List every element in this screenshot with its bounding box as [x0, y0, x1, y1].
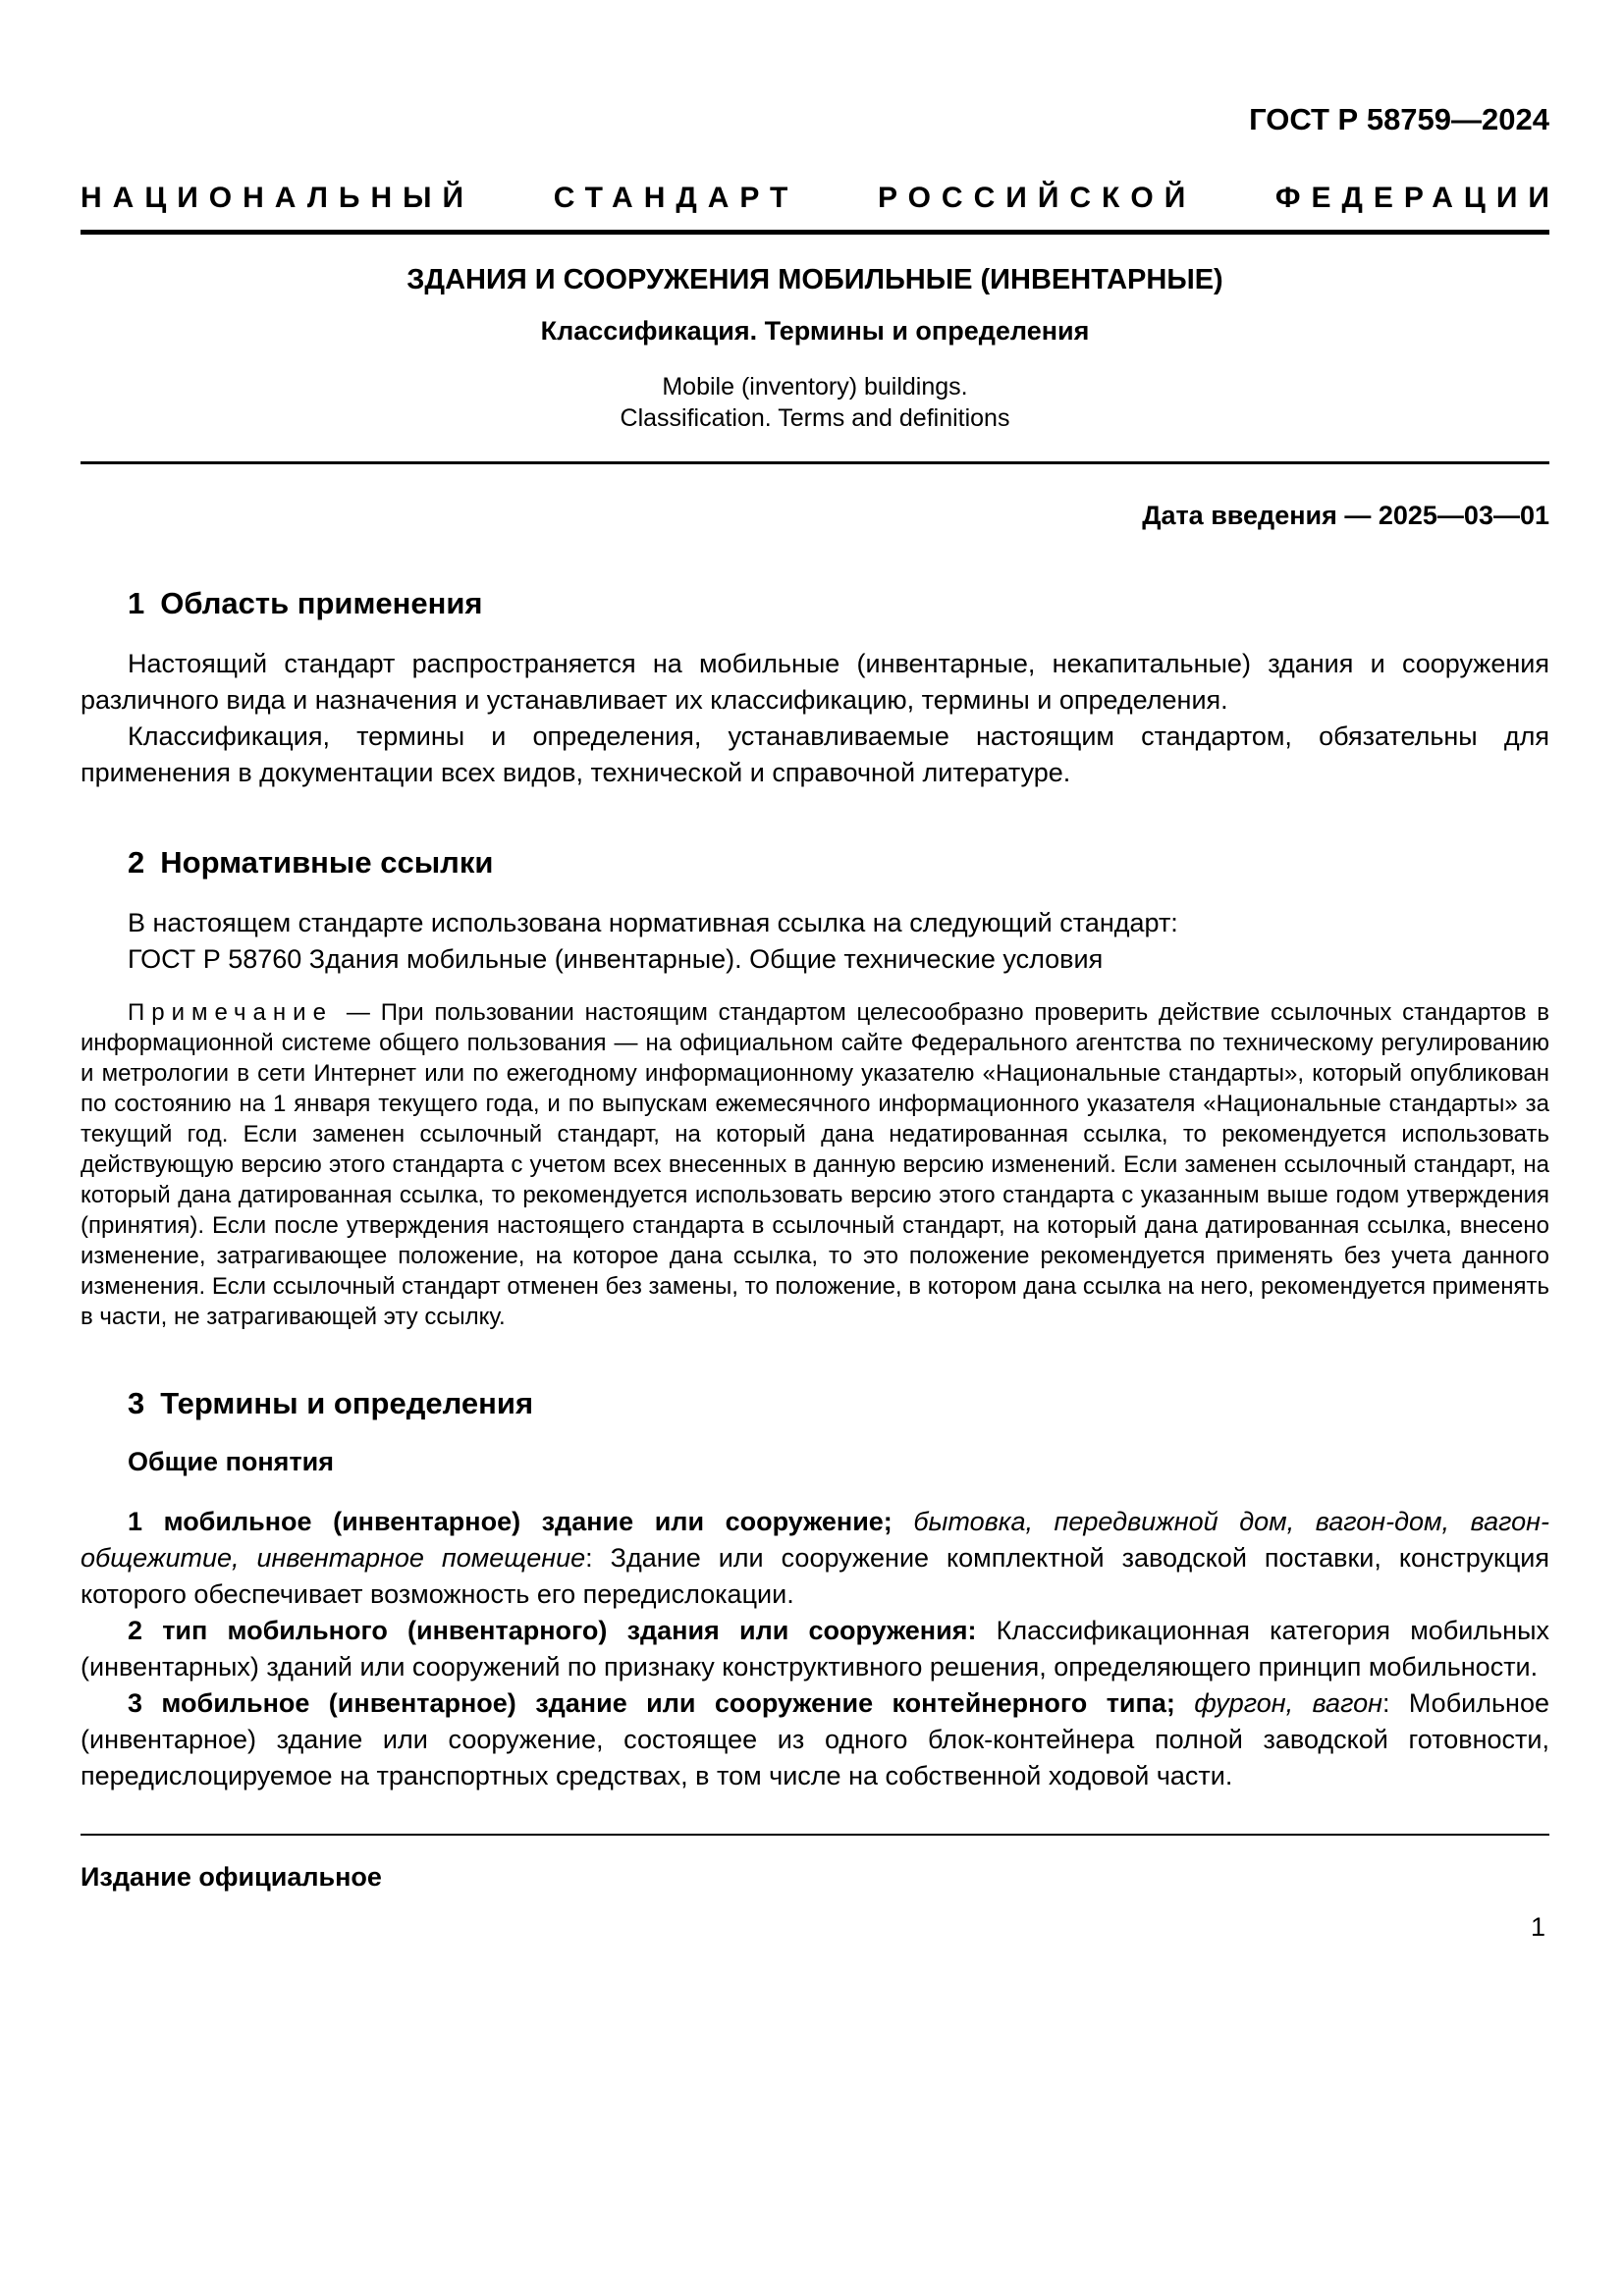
document-title-en — [81, 371, 1549, 434]
standard-type-heading — [81, 181, 1560, 216]
footer-divider — [81, 1834, 1549, 1836]
edition-label: Издание официальное — [81, 1862, 382, 1892]
divider-thick — [81, 230, 1549, 235]
title-en-line1: Mobile (inventory) buildings. — [662, 373, 968, 400]
term-definition-2 — [81, 1613, 1549, 1685]
referenced-standard: ГОСТ Р 58760 Здания мобильные (инвентарные). Общие технические условия — [128, 944, 1104, 974]
section-3-number: 3 — [128, 1386, 145, 1420]
term-definition-1 — [81, 1504, 1549, 1613]
term-definition-3 — [81, 1685, 1549, 1794]
standard-word: СТАНДАРТ — [553, 182, 799, 214]
section-2-number: 2 — [128, 845, 145, 880]
section-1-heading — [81, 585, 1549, 622]
note-paragraph — [81, 997, 1549, 1332]
title-en-line2: Classification. Terms and definitions — [620, 404, 1010, 432]
standard-word: РОССИЙСКОЙ — [877, 182, 1197, 214]
page-number: 1 — [1530, 1912, 1545, 1942]
effective-date: Дата введения — 2025—03—01 — [1142, 501, 1549, 530]
note-text: — При пользовании настоящим стандартом целесообразно проверить действие ссылочных стандартов в информационной системе общего пользования — на официальном сайте Федерального агентства по техническому регулированию и метрологии в сети Интернет или по ежегодному информационному указателю «Национальные стандарты», который опубликован по состоянию на 1 января текущего года, и по выпускам ежемесячного информационного указателя «Национальные стандарты» за текущий год. Если заменен ссылочный стандарт, на который дана недатированная ссылка, то рекомендуется использовать действующую версию этого стандарта с учетом всех внесенных в данную версию изменений. Если заменен ссылочный стандарт, на который дана датированная ссылка, то рекомендуется использовать версию этого стандарта с указанным выше годом утверждения (принятия). Если после утверждения настоящего стандарта в ссылочный стандарт, на который дана датированная ссылка, внесено изменение, затрагивающее положение, на которое дана ссылка, то это положение рекомендуется применять без учета данного изменения. Если ссылочный стандарт отменен без замены, то положение, в котором дана ссылка на него, рекомендуется применять в части, не затрагивающей эту ссылку. — [81, 999, 1549, 1330]
standard-word: НАЦИОНАЛЬНЫЙ — [81, 182, 475, 214]
document-title: ЗДАНИЯ И СООРУЖЕНИЯ МОБИЛЬНЫЕ (ИНВЕНТАРНЫЕ) — [406, 264, 1223, 295]
section-1-paragraph: Классификация, термины и определения, устанавливаемые настоящим стандартом, обязательны для применения в документации всех видов, технической и справочной литературе. — [81, 721, 1549, 787]
section-1-number: 1 — [128, 586, 145, 620]
term-3-synonyms: фургон, вагон — [1174, 1688, 1382, 1718]
terms-group-subheading: Общие понятия — [128, 1447, 335, 1476]
term-1-text: : Здание или сооружение комплектной заводской поставки, конструкция которого обеспечивает возможность его передислокации. — [81, 1543, 1549, 1609]
section-2-title: Нормативные ссылки — [160, 845, 494, 880]
section-1-paragraph: Настоящий стандарт распространяется на мобильные (инвентарные, некапитальные) здания и сооружения различного вида и назначения и устанавливает их классификацию, термины и определения. — [81, 649, 1549, 715]
term-3-name: 3 мобильное (инвентарное) здание или сооружение контейнерного типа; — [128, 1688, 1175, 1718]
section-1-title: Область применения — [160, 586, 483, 620]
term-3-text: : Мобильное (инвентарное) здание или сооружение, состоящее из одного блок-контейнера полной заводской готовности, передислоцируемое на транспортных средствах, в том числе на собственной ходовой части. — [81, 1688, 1550, 1790]
section-3-heading — [81, 1385, 1549, 1422]
term-1-synonyms: бытовка, передвижной дом, вагон-дом, вагон-общежитие, инвентарное помещение — [81, 1507, 1550, 1573]
note-label: Примечание — [128, 999, 333, 1026]
standard-word: ФЕДЕРАЦИИ — [1274, 182, 1560, 214]
section-2-paragraph: В настоящем стандарте использована нормативная ссылка на следующий стандарт: — [128, 908, 1178, 937]
section-3-title: Термины и определения — [160, 1386, 534, 1420]
document-subtitle: Классификация. Термины и определения — [540, 316, 1090, 346]
section-2-heading — [81, 844, 1549, 881]
term-2-text: Классификационная категория мобильных (инвентарных) зданий или сооружений по признаку конструктивного решения, определяющего принцип мобильности. — [81, 1616, 1550, 1682]
term-2-name: 2 тип мобильного (инвентарного) здания или сооружения: — [128, 1616, 977, 1645]
doc-code: ГОСТ Р 58759—2024 — [1249, 102, 1549, 136]
divider-mid — [81, 461, 1549, 464]
term-1-name: 1 мобильное (инвентарное) здание или сооружение; — [128, 1507, 893, 1536]
